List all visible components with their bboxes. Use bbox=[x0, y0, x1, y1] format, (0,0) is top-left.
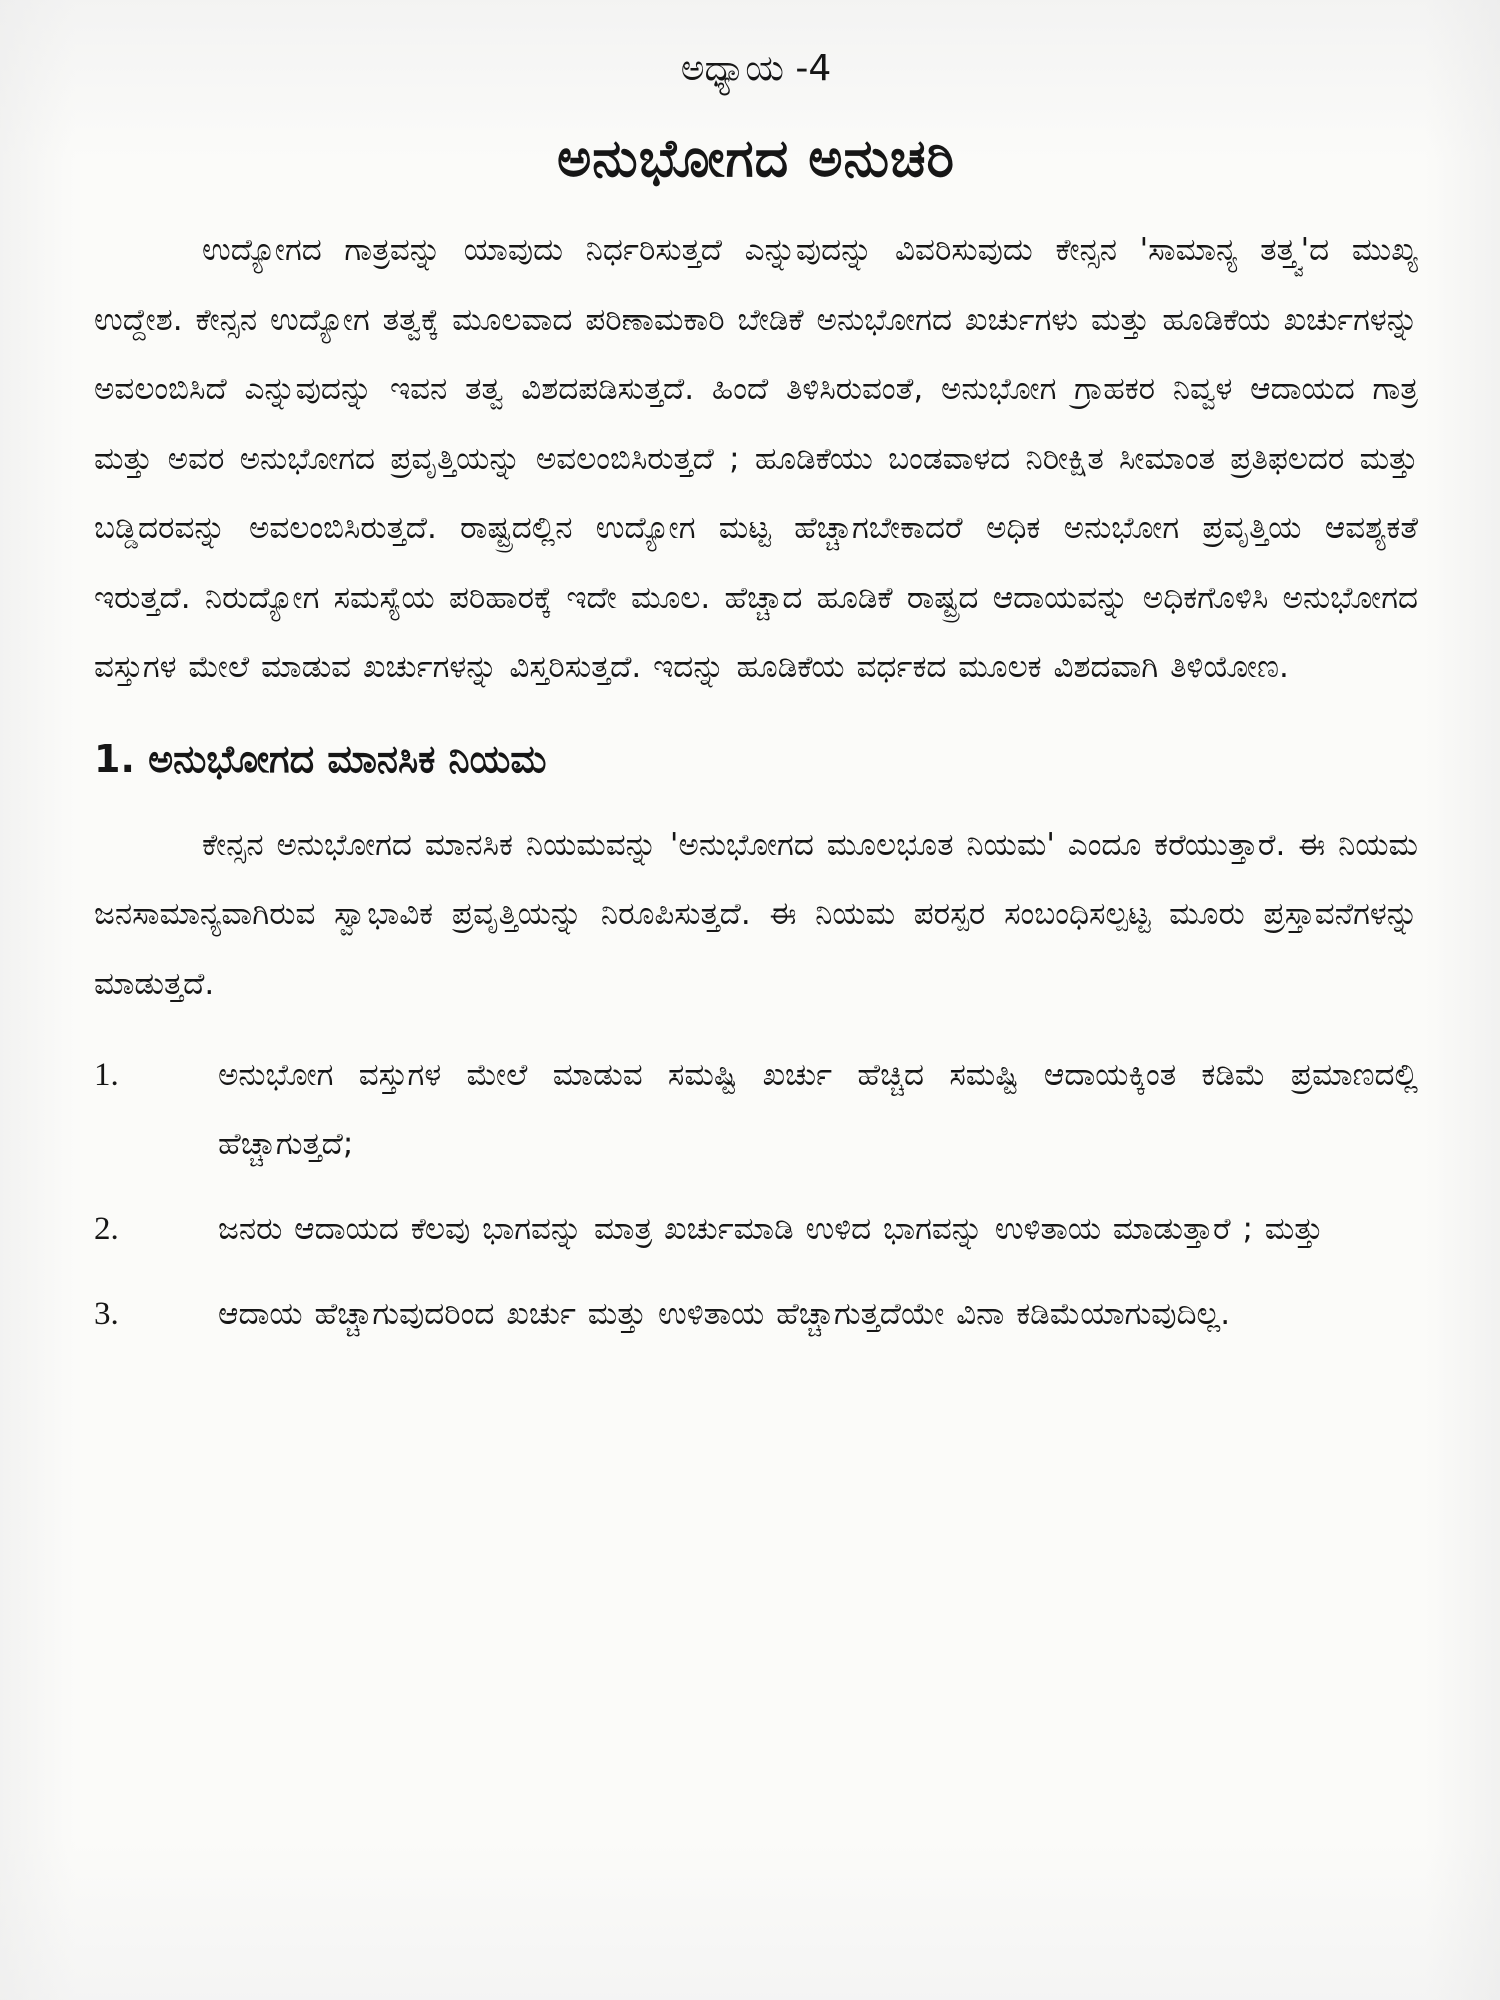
list-item-text: ಅನುಭೋಗ ವಸ್ತುಗಳ ಮೇಲೆ ಮಾಡುವ ಸಮಷ್ಟಿ ಖರ್ಚು ಹೆಚ್ಚಿದ ಸಮಷ್ಟಿ ಆದಾಯಕ್ಕಿಂತ ಕಡಿಮೆ ಪ್ರಮಾಣದಲ್ಲಿ ಹೆಚ್ಚಾಗುತ್ತದೆ; bbox=[218, 1057, 1418, 1162]
chapter-title: ಅನುಭೋಗದ ಅನುಚರಿ bbox=[557, 129, 955, 189]
section-heading: 1. ಅನುಭೋಗದ ಮಾನಸಿಕ ನಿಯಮ bbox=[94, 736, 547, 781]
list-item-number: 1. bbox=[94, 1057, 119, 1093]
section-paragraph: ಕೇನ್ಸನ ಅನುಭೋಗದ ಮಾನಸಿಕ ನಿಯಮವನ್ನು 'ಅನುಭೋಗದ ಮೂಲಭೂತ ನಿಯಮ' ಎಂದೂ ಕರೆಯುತ್ತಾರೆ. ಈ ನಿಯಮ ಜನಸಾಮಾನ್ಯವಾಗಿರುವ ಸ್ವಾಭಾವಿಕ ಪ್ರವೃತ್ತಿಯನ್ನು ನಿರೂಪಿಸುತ್ತದೆ. ಈ ನಿಯಮ ಪರಸ್ಪರ ಸಂಬಂಧಿಸಲ್ಪಟ್ಟ ಮೂರು ಪ್ರಸ್ತಾವನೆಗಳನ್ನು ಮಾಡುತ್ತದೆ. bbox=[94, 826, 1418, 1002]
list-item bbox=[94, 1195, 1418, 1264]
list-item-text: ಜನರು ಆದಾಯದ ಕೆಲವು ಭಾಗವನ್ನು ಮಾತ್ರ ಖರ್ಚುಮಾಡಿ ಉಳಿದ ಭಾಗವನ್ನು ಉಳಿತಾಯ ಮಾಡುತ್ತಾರೆ ; ಮತ್ತು bbox=[218, 1211, 1324, 1247]
list-item bbox=[94, 1280, 1418, 1349]
chapter-label: ಅಧ್ಯಾಯ -4 bbox=[680, 48, 832, 89]
list-item-number: 3. bbox=[94, 1296, 119, 1332]
list-item bbox=[94, 1041, 1418, 1179]
list-item-text: ಆದಾಯ ಹೆಚ್ಚಾಗುವುದರಿಂದ ಖರ್ಚು ಮತ್ತು ಉಳಿತಾಯ ಹೆಚ್ಚಾಗುತ್ತದೆಯೇ ವಿನಾ ಕಡಿಮೆಯಾಗುವುದಿಲ್ಲ. bbox=[218, 1296, 1231, 1332]
intro-paragraph: ಉದ್ಯೋಗದ ಗಾತ್ರವನ್ನು ಯಾವುದು ನಿರ್ಧರಿಸುತ್ತದೆ ಎನ್ನುವುದನ್ನು ವಿವರಿಸುವುದು ಕೇನ್ಸನ 'ಸಾಮಾನ್ಯ ತತ್ತ್ವ'ದ ಮುಖ್ಯ ಉದ್ದೇಶ. ಕೇನ್ಸನ ಉದ್ಯೋಗ ತತ್ವಕ್ಕೆ ಮೂಲವಾದ ಪರಿಣಾಮಕಾರಿ ಬೇಡಿಕೆ ಅನುಭೋಗದ ಖರ್ಚುಗಳು ಮತ್ತು ಹೂಡಿಕೆಯ ಖರ್ಚುಗಳನ್ನು ಅವಲಂಬಿಸಿದೆ ಎನ್ನುವುದನ್ನು ಇವನ ತತ್ವ ವಿಶದಪಡಿಸುತ್ತದೆ. ಹಿಂದೆ ತಿಳಿಸಿರುವಂತೆ, ಅನುಭೋಗ ಗ್ರಾಹಕರ ನಿವ್ವಳ ಆದಾಯದ ಗಾತ್ರ ಮತ್ತು ಅವರ ಅನುಭೋಗದ ಪ್ರವೃತ್ತಿಯನ್ನು ಅವಲಂಬಿಸಿರುತ್ತದೆ ; ಹೂಡಿಕೆಯು ಬಂಡವಾಳದ ನಿರೀಕ್ಷಿತ ಸೀಮಾಂತ ಪ್ರತಿಫಲದರ ಮತ್ತು ಬಡ್ಡಿದರವನ್ನು ಅವಲಂಬಿಸಿರುತ್ತದೆ. ರಾಷ್ಟ್ರದಲ್ಲಿನ ಉದ್ಯೋಗ ಮಟ್ಟ ಹೆಚ್ಚಾಗಬೇಕಾದರೆ ಅಧಿಕ ಅನುಭೋಗ ಪ್ರವೃತ್ತಿಯ ಆವಶ್ಯಕತೆ ಇರುತ್ತದೆ. ನಿರುದ್ಯೋಗ ಸಮಸ್ಯೆಯ ಪರಿಹಾರಕ್ಕೆ ಇದೇ ಮೂಲ. ಹೆಚ್ಚಾದ ಹೂಡಿಕೆ ರಾಷ್ಟ್ರದ ಆದಾಯವನ್ನು ಅಧಿಕಗೊಳಿಸಿ ಅನುಭೋಗದ ವಸ್ತುಗಳ ಮೇಲೆ ಮಾಡುವ ಖರ್ಚುಗಳನ್ನು ವಿಸ್ತರಿಸುತ್ತದೆ. ಇದನ್ನು ಹೂಡಿಕೆಯ ವರ್ಧಕದ ಮೂಲಕ ವಿಶದವಾಗಿ ತಿಳಿಯೋಣ. bbox=[94, 232, 1418, 685]
proposition-list bbox=[94, 1041, 1418, 1349]
list-item-number: 2. bbox=[94, 1211, 119, 1247]
